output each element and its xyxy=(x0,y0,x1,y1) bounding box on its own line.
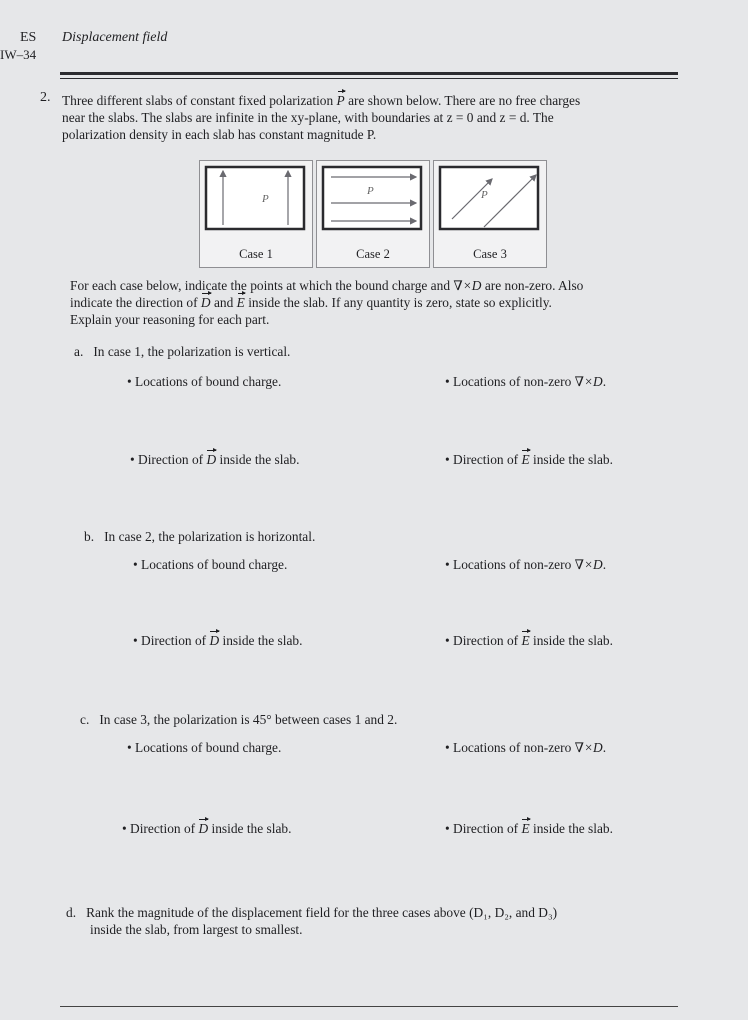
part-b-bound-charge: • Locations of bound charge. xyxy=(133,557,288,572)
header-rule-thick xyxy=(60,72,678,75)
footer-rule xyxy=(60,1006,678,1007)
case-3-panel xyxy=(433,160,547,268)
vector-e-symbol: E xyxy=(236,295,245,310)
page-topic: Displacement field xyxy=(62,30,168,45)
part-a-direction-e: • Direction of E inside the slab. xyxy=(445,452,613,467)
case-2-label: Case 2 xyxy=(356,247,390,261)
part-a-direction-d: • Direction of D inside the slab. xyxy=(130,452,300,467)
part-c-curl-d: • Locations of non-zero ∇×D. xyxy=(445,740,607,755)
intro-line-3: polarization density in each slab has constant magnitude P. xyxy=(62,127,377,142)
part-b-direction-e: • Direction of E inside the slab. xyxy=(445,633,613,648)
vector-d-symbol: D xyxy=(200,295,211,310)
case-3-label: Case 3 xyxy=(473,247,507,261)
header-rule-thin xyxy=(60,78,678,79)
homework-id: IW–34 xyxy=(0,47,37,62)
case-2-p-label: P xyxy=(367,185,374,197)
part-c-prompt: c. In case 3, the polarization is 45° between cases 1 and 2. xyxy=(80,712,398,727)
part-a-prompt: a. In case 1, the polarization is vertical. xyxy=(74,344,291,359)
case-2-diagram xyxy=(317,161,429,247)
part-b-curl-d: • Locations of non-zero ∇×D. xyxy=(445,557,607,572)
course-code: ES xyxy=(20,30,37,45)
case-1-label: Case 1 xyxy=(239,247,273,261)
case-1-diagram xyxy=(200,161,312,247)
case-1-p-label: P xyxy=(262,193,269,205)
instruction-line-2: indicate the direction of D and E inside the slab. If any quantity is zero, state so explicitly. xyxy=(70,295,552,310)
question-number: 2. xyxy=(40,90,51,105)
case-3-diagram xyxy=(434,161,546,247)
case-1-panel xyxy=(199,160,313,268)
intro-line-1: Three different slabs of constant fixed polarization P are shown below. There are no free charges xyxy=(62,93,581,108)
part-d-prompt: d. Rank the magnitude of the displacement field for the three cases above (D₁, D₂, and D₃) xyxy=(66,905,558,920)
instruction-line-1: For each case below, indicate the points at which the bound charge and ∇×D are non-zero. Also xyxy=(70,278,584,293)
part-a-curl-d: • Locations of non-zero ∇×D. xyxy=(445,374,607,389)
curl-d-symbol: ∇×D xyxy=(453,278,482,293)
instruction-line-3: Explain your reasoning for each part. xyxy=(70,312,270,327)
part-a-bound-charge: • Locations of bound charge. xyxy=(127,374,282,389)
case-2-panel xyxy=(316,160,430,268)
part-b-prompt: b. In case 2, the polarization is horizontal. xyxy=(84,529,316,544)
vector-p-symbol: P xyxy=(336,93,345,108)
part-c-direction-e: • Direction of E inside the slab. xyxy=(445,821,613,836)
part-d-line-2: inside the slab, from largest to smallest. xyxy=(90,922,303,937)
part-c-direction-d: • Direction of D inside the slab. xyxy=(122,821,292,836)
intro-line-2: near the slabs. The slabs are infinite in the xy-plane, with boundaries at z = 0 and z = d. The xyxy=(62,110,554,125)
case-3-p-label: P xyxy=(481,189,488,201)
part-c-bound-charge: • Locations of bound charge. xyxy=(127,740,282,755)
part-b-direction-d: • Direction of D inside the slab. xyxy=(133,633,303,648)
